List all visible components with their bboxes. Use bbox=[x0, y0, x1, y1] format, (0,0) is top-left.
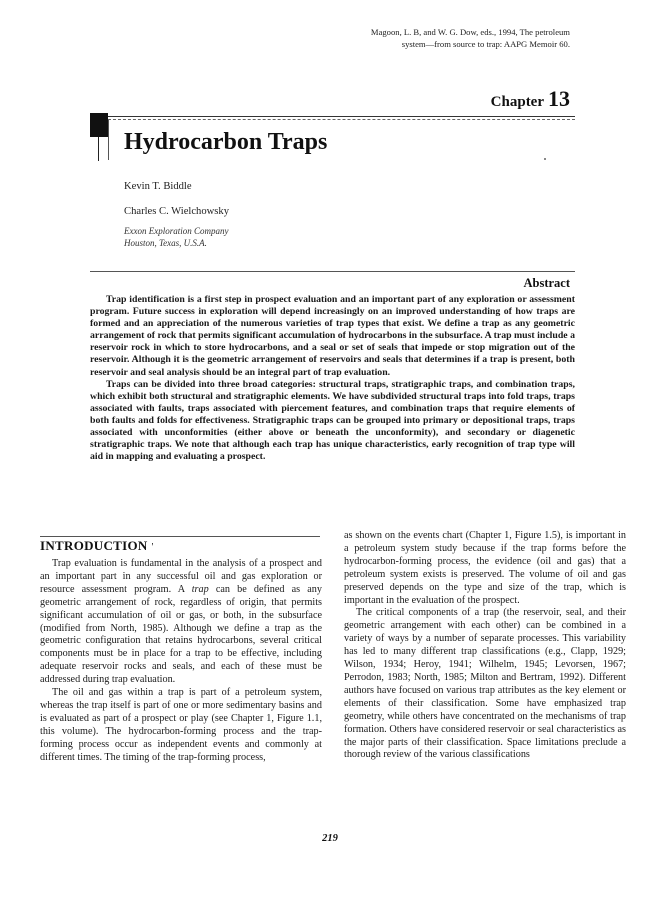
author-1: Kevin T. Biddle bbox=[124, 181, 192, 192]
right-paragraph-1: as shown on the events chart (Chapter 1, Figure 1.5), is important in a petroleum system study because if the trap forms before the hydrocarbon-forming process, the evidence (oil and gas) that a petroleum system exists is preserved. The volume of oil and gas preserved depends on the type and size of the trap, which is important in the evaluation of the prospect. bbox=[344, 530, 626, 606]
heading-mark: ' bbox=[151, 542, 154, 553]
citation-line-1: Magoon, L. B, and W. G. Dow, eds., 1994, The petroleum bbox=[370, 27, 570, 37]
section-heading-introduction bbox=[40, 538, 154, 554]
intro-p1-start: Trap evaluation is fundamental in the analysis of a prospect and an important part in any successful oil and gas exploration or resource assessment program. A bbox=[40, 558, 322, 595]
abstract-paragraph: Trap identification is a first step in prospect evaluation and an important part of any exploration or assessment program. Future success in exploration will depend increasingly on an improved understanding of how traps are formed and an appreciation of the numerous varieties of trap types that exist. We define a trap as any geometric arrangement of rock that permits significant accumulation of hydrocarbons in the subsurface. A trap must include a reservoir rock in which to store hydrocarbons, and a seal or set of seals that impede or stop migration out of the reservoir. Although it is the geometric arrangement of reservoirs and seals that determines if a trap is present, both reservoir and seal analysis should be an integral part of trap evaluation. bbox=[90, 294, 575, 378]
top-rule-dashed bbox=[108, 119, 575, 120]
affiliation-company: Exxon Exploration Company bbox=[124, 226, 229, 236]
term-trap: trap bbox=[191, 583, 209, 595]
corner-line-decoration-2 bbox=[108, 120, 109, 160]
left-column bbox=[40, 558, 322, 765]
right-paragraph-2: The critical components of a trap (the reservoir, seal, and their geometric arrangement with each other) can be combined in a variety of ways by a number of separate processes. This variability has led to many different trap classifications (e.g., Clapp, 1929; Wilson, 1934; Heroy, 1941; Wilhelm, 1945; Levorsen, 1967; Perrodon, 1983; North, 1985; Milton and Bertram, 1992). Different authors have focused on various trap attributes as the key element or elements of their classification. Some have emphasized trap geometry, while others have concentrated on the mechanisms of trap formation. Others have considered reservoir or seal characteristics as the major parts of their classification. Space limitations preclude a thorough review of the various classifications bbox=[344, 607, 626, 761]
abstract-body bbox=[90, 294, 575, 463]
abstract-rule bbox=[90, 271, 575, 272]
abstract-paragraph: Traps can be divided into three broad categories: structural traps, stratigraphic traps, and combination traps, which exhibit both structural and stratigraphic elements. We have subdivided structural traps into fold traps, traps associated with faults, traps associated with piercement features, and combination traps that require elements of both faults and folds for effectiveness. Stratigraphic traps can be grouped into primary or depositional traps, traps associated with unconformities (either above or beneath the unconformity), and secondary or diagenetic stratigraphic traps. We note that although each trap has unique characteristics, early recognition of trap type will aid in mapping and evaluating a prospect. bbox=[90, 378, 575, 463]
right-column bbox=[344, 530, 626, 762]
chapter-title: Hydrocarbon Traps bbox=[124, 129, 328, 155]
author-2: Charles C. Wielchowsky bbox=[124, 206, 230, 217]
citation-line-2: system—from source to trap: AAPG Memoir 60. bbox=[401, 39, 570, 49]
chapter-word: Chapter bbox=[490, 94, 544, 110]
intro-paragraph-1 bbox=[40, 558, 322, 687]
page-number: 219 bbox=[322, 833, 338, 844]
corner-block-decoration bbox=[90, 113, 108, 137]
chapter-label bbox=[491, 86, 570, 112]
intro-paragraph-2: The oil and gas within a trap is part of a petroleum system, whereas the trap itself is part of one or more sedimentary basins and is evaluated as part of a prospect or play (see Chapter 1, Figure 1.1, this volume). The hydrocarbon-forming process and the trap-forming process occur as independent events and commonly at different times. The timing of the trap-forming process, bbox=[40, 687, 322, 763]
chapter-number: 13 bbox=[548, 86, 570, 111]
affiliation-location: Houston, Texas, U.S.A. bbox=[124, 238, 207, 248]
intro-p1-end: can be defined as any geometric arrangement of rock, regardless of origin, that permits significant accumulation of oil or gas, or both, in the subsurface (modified from North, 1985). Although we define a trap as the geometric configuration that retains hydrocarbons, several critical components must be in place for a trap to be effective, including adequate reservoir rocks and seals, and each of these must be addressed during trap evaluation. bbox=[40, 583, 322, 686]
intro-rule bbox=[40, 536, 320, 537]
abstract-heading: Abstract bbox=[523, 276, 570, 290]
corner-line-decoration bbox=[98, 137, 99, 161]
scan-speck bbox=[544, 158, 546, 160]
introduction-heading-text: INTRODUCTION bbox=[40, 538, 148, 553]
top-rule bbox=[90, 116, 575, 117]
citation-header bbox=[270, 26, 570, 50]
